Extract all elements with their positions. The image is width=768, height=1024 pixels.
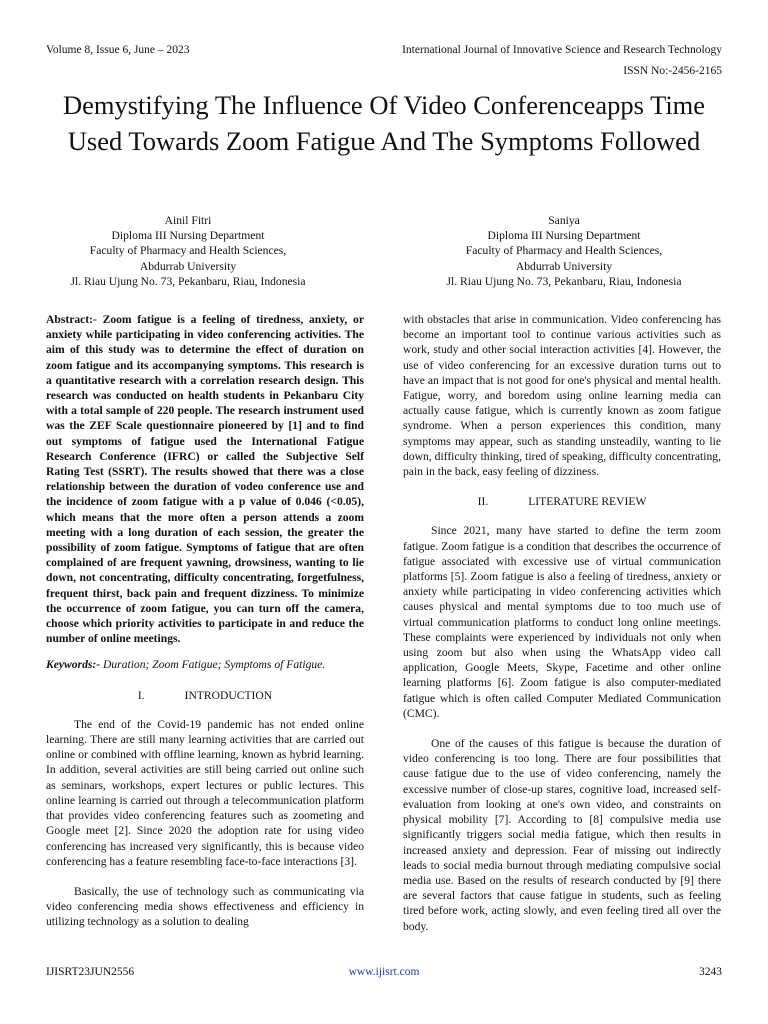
section-number: II.	[477, 495, 489, 509]
keywords	[46, 657, 364, 672]
keywords-text: Duration; Zoom Fatigue; Symptoms of Fatigue.	[103, 658, 326, 672]
paragraph-continued: with obstacles that arise in communication. Video conferencing has become an important tool to continue various activities such as work, study and other social interaction activities [4]. However, the use of video conferencing for an excessive duration turns out to have an impact that is not good for one's physical and mental health. Fatigue, worry, and boredom using online learning media can actually cause fatigue, which is currently known as zoom fatigue syndrome. When a person experiences this condition, many symptoms may appear, such as standing unsteadily, wanting to lie down, difficulty thinking, tired of speaking, difficulty concentrating, pain in the back, easy feeling of dizziness.	[403, 313, 721, 479]
author-university: Abdurrab University	[139, 259, 237, 273]
section-number: I.	[137, 688, 145, 702]
author-faculty: Faculty of Pharmacy and Health Sciences,	[89, 244, 287, 258]
abstract: Abstract:- Zoom fatigue is a feeling of tiredness, anxiety, or anxiety while participating in video conferencing activities. The aim of this study was to determine the effect of duration on zoom fatigue and its accompanying symptoms. This research is a quantitative research with a correlation research design. This research was conducted on health students in Pekanbaru City with a total sample of 220 people. The research instrument used was the ZEF Scale questionnaire pioneered by [1] and to find out symptoms of fatigue used the International Fatigue Research Conference (IFRC) or called the Subjective Self Rating Test (SSRT). The results showed that there was a close relationship between the duration of vodeo conference use and the incidence of zoom fatigue with a p value of 0.046 (<0.05), which means that the more often a person attends a zoom meeting with a long duration of each session, the greater the possibility of zoom fatigue. Symptoms of fatigue that are often complained of are frequent yawning, drowsiness, wanting to lie down, not concentrating, difficulty concentrating, forgetfulness, frequent thirst, back pain and frequent dizziness. To minimize the occurrence of zoom fatigue, you can turn off the camera, choose which priority activities to participate in and reduce the number of online meetings.	[46, 313, 364, 646]
section-heading-introduction	[46, 688, 364, 703]
keywords-label: Keywords:-	[46, 658, 101, 672]
author-faculty: Faculty of Pharmacy and Health Sciences,	[465, 244, 663, 258]
paragraph: The end of the Covid-19 pandemic has not ended online learning. There are still many learning activities that are carried out online or combined with offline learning, known as hybrid learning. In addition, several activities are still being carried out online such as seminars, workshops, expert lectures or public lectures. This online learning is carried out through a telecommunication platform that provides video conferencing features such as zoometing and Google meet [2]. Since 2020 the adoption rate for using video conferencing has increased very significantly, this is because video conferencing has a feature resembling face-to-face interactions [3].	[46, 717, 364, 868]
author-name: Ainil Fitri	[164, 214, 212, 227]
journal-volume: Volume 8, Issue 6, June – 2023	[46, 44, 190, 56]
paper-title: Demystifying The Influence Of Video Conferenceapps Time Used Towards Zoom Fatigue And The Symptoms Followed	[62, 90, 706, 156]
paper-id: IJISRT23JUN2556	[46, 966, 135, 978]
page-number: 3243	[699, 966, 722, 978]
author-dept: Diploma III Nursing Department	[111, 229, 265, 243]
author-university: Abdurrab University	[515, 259, 613, 273]
author-address: Jl. Riau Ujung No. 73, Pekanbaru, Riau, Indonesia	[70, 274, 306, 288]
author-block	[28, 213, 348, 289]
author-address: Jl. Riau Ujung No. 73, Pekanbaru, Riau, Indonesia	[446, 274, 682, 288]
section-heading-literature-review	[403, 494, 721, 509]
journal-name: International Journal of Innovative Science and Research Technology	[402, 44, 722, 56]
author-dept: Diploma III Nursing Department	[487, 229, 641, 243]
section-title: INTRODUCTION	[184, 688, 273, 702]
right-column	[403, 312, 721, 949]
author-name: Saniya	[548, 214, 580, 227]
paragraph: Basically, the use of technology such as communicating via video conferencing media shows effectiveness and efficiency in utilizing technology as a solution to dealing	[46, 884, 364, 929]
left-column	[46, 312, 364, 945]
issn: ISSN No:-2456-2165	[623, 65, 722, 77]
section-title: LITERATURE REVIEW	[528, 495, 647, 509]
paragraph: One of the causes of this fatigue is because the duration of video conferencing is too long. There are four possibilities that cause fatigue due to the use of video conferencing, namely the excessive number of close-up stares, cognitive load, increased self-evaluation from looking at one's own video, and constraints on physical mobility [7]. According to [8] compulsive media use significantly triggers social media fatigue, which then results in increased anxiety and depression. Fear of missing out indirectly leads to social media burnout through mediating compulsive social media use. Based on the results of research conducted by [9] there are several factors that cause fatigue in students, such as feeling tired before work, acting slowly, and even feeling tired all over the body.	[403, 737, 721, 933]
journal-website-link[interactable]: www.ijisrt.com	[348, 966, 420, 978]
author-block	[404, 213, 724, 289]
paragraph: Since 2021, many have started to define the term zoom fatigue. Zoom fatigue is a condition that describes the occurrence of fatigue associated with excessive use of virtual communication platforms [5]. Zoom fatigue is also a feeling of tiredness, anxiety or anxiety while participating in video conferencing activities which causes physical and mental symptoms due to too much use of virtual communication platforms to conduct long online meetings. These complaints were experienced by individuals not only when using zoom but also when using the WhatsApp video call application, Google Meets, Skype, Facetime and other online learning platforms [6]. Zoom fatigue is also computer-mediated fatigue which is often called Computer Mediated Communication (CMC).	[403, 524, 721, 720]
